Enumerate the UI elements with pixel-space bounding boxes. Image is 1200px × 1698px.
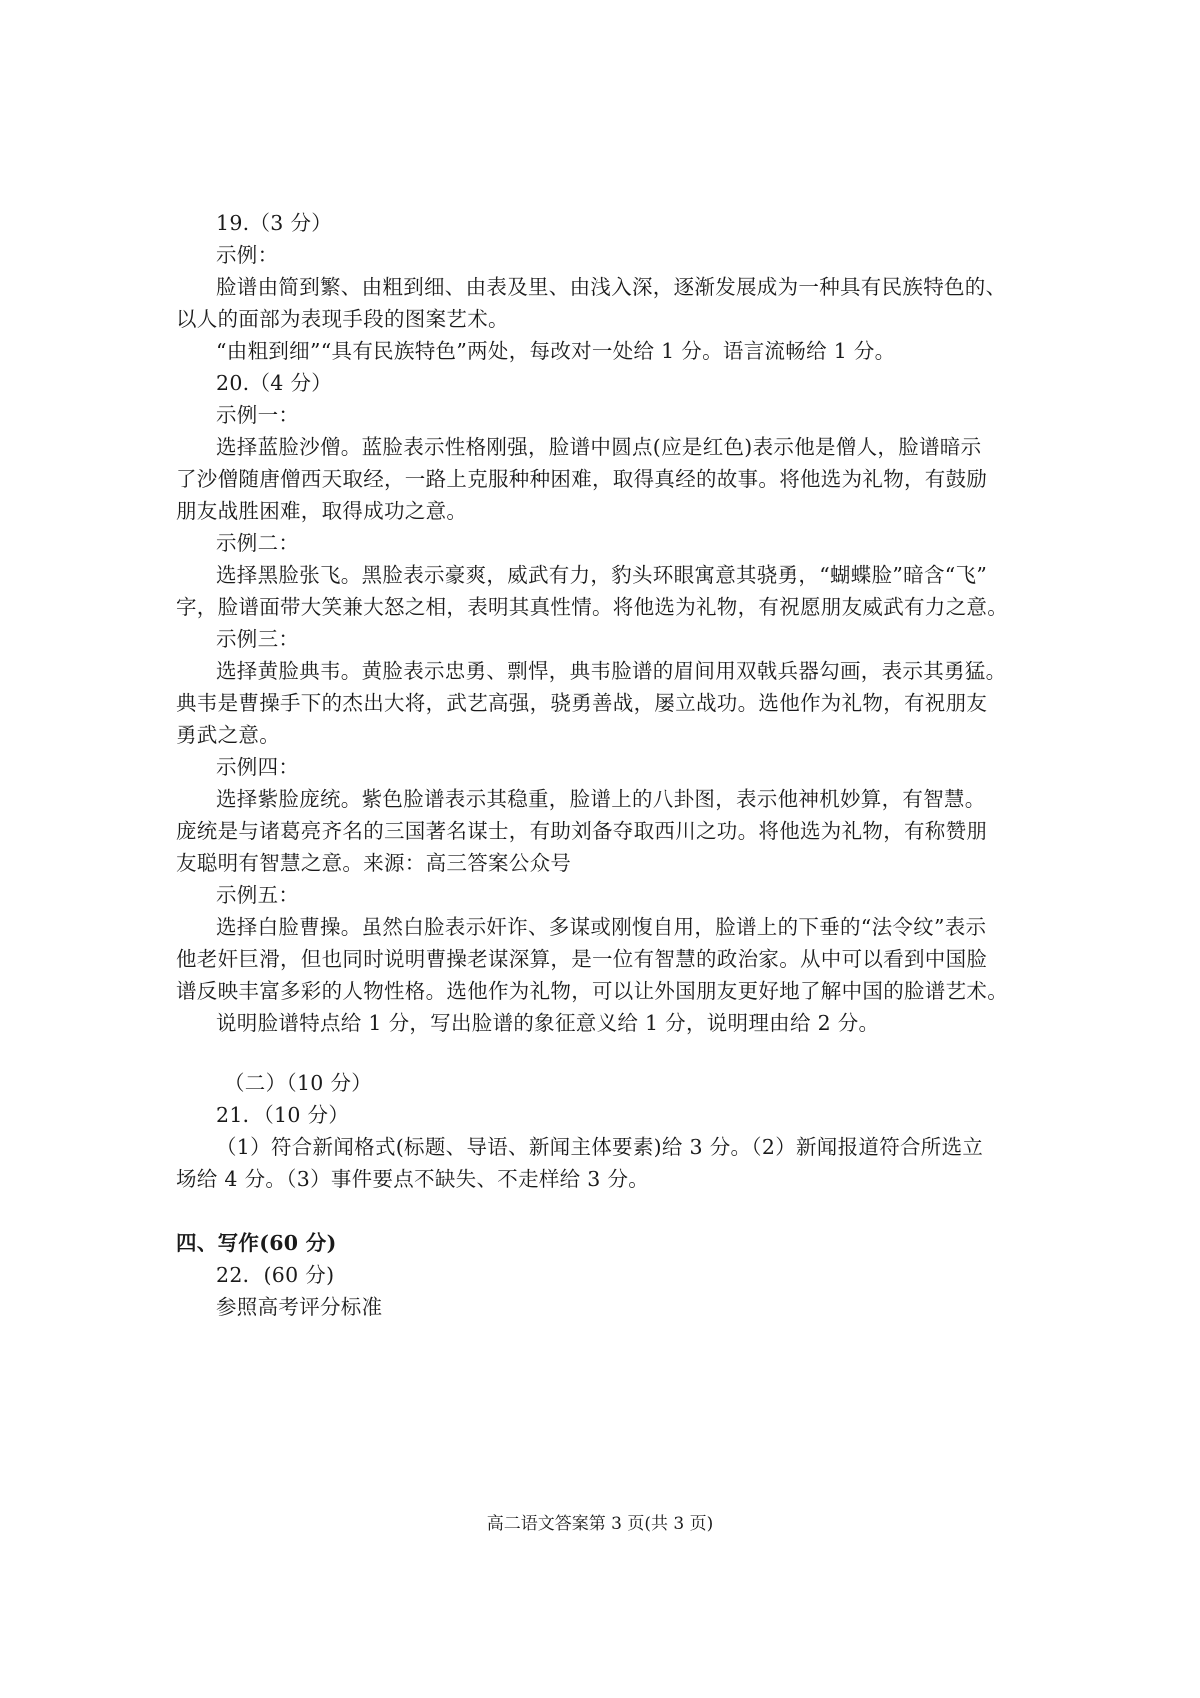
q22-header: 22．(60 分) [216, 1263, 335, 1287]
q20-scoring: 说明脸谱特点给 1 分，写出脸谱的象征意义给 1 分，说明理由给 2 分。 [216, 1011, 880, 1035]
q20-example-5-label: 示例五： [216, 883, 300, 907]
q20-example-4-line-2: 庞统是与诸葛亮齐名的三国著名谋士，有助刘备夺取西川之功。将他选为礼物，有称赞朋 [176, 819, 988, 843]
q20-example-3-line-1: 选择黄脸典韦。黄脸表示忠勇、剽悍，典韦脸谱的眉间用双戟兵器勾画，表示其勇猛。 [216, 659, 1007, 683]
q19-header: 19.（3 分） [216, 211, 333, 235]
section-4-header: 四、写作(60 分) [176, 1231, 337, 1255]
q20-example-2-line-2: 字，脸谱面带大笑兼大怒之相，表明其真性情。将他选为礼物，有祝愿朋友威武有力之意。 [176, 595, 1008, 619]
q21-body-line-1: （1）符合新闻格式(标题、导语、新闻主体要素)给 3 分。（2）新闻报道符合所选立 [216, 1135, 984, 1159]
q20-example-1-line-1: 选择蓝脸沙僧。蓝脸表示性格刚强，脸谱中圆点(应是红色)表示他是僧人，脸谱暗示 [216, 435, 982, 459]
q20-example-4-label: 示例四： [216, 755, 300, 779]
q20-example-2-label: 示例二： [216, 531, 300, 555]
q20-example-3-label: 示例三： [216, 627, 300, 651]
q20-example-5-line-3: 谱反映丰富多彩的人物性格。选他作为礼物，可以让外国朋友更好地了解中国的脸谱艺术。 [176, 979, 1008, 1003]
q19-body-line-1: 脸谱由简到繁、由粗到细、由表及里、由浅入深，逐渐发展成为一种具有民族特色的、 [216, 275, 1007, 299]
q20-header: 20.（4 分） [216, 371, 333, 395]
q21-header: 21．（10 分） [216, 1103, 350, 1127]
q20-example-3-line-3: 勇武之意。 [176, 723, 280, 747]
q22-body: 参照高考评分标准 [216, 1295, 383, 1319]
q20-example-5-line-2: 他老奸巨滑，但也同时说明曹操老谋深算，是一位有智慧的政治家。从中可以看到中国脸 [176, 947, 988, 971]
q21-body-line-2: 场给 4 分。（3）事件要点不缺失、不走样给 3 分。 [176, 1167, 650, 1191]
q19-scoring: “由粗到细”“具有民族特色”两处，每改对一处给 1 分。语言流畅给 1 分。 [216, 339, 896, 363]
section-2-header: （二）（10 分） [224, 1071, 373, 1095]
q19-body-line-2: 以人的面部为表现手段的图案艺术。 [176, 307, 509, 331]
q20-example-4-line-3: 友聪明有智慧之意。来源：高三答案公众号 [176, 851, 572, 875]
q20-example-5-line-1: 选择白脸曹操。虽然白脸表示奸诈、多谋或刚愎自用，脸谱上的下垂的“法令纹”表示 [216, 915, 987, 939]
q20-example-1-line-2: 了沙僧随唐僧西天取经，一路上克服种种困难，取得真经的故事。将他选为礼物，有鼓励 [176, 467, 988, 491]
q19-example-label: 示例： [216, 243, 279, 267]
q20-example-1-line-3: 朋友战胜困难，取得成功之意。 [176, 499, 468, 523]
q20-example-3-line-2: 典韦是曹操手下的杰出大将，武艺高强，骁勇善战，屡立战功。选他作为礼物，有祝朋友 [176, 691, 988, 715]
q20-example-4-line-1: 选择紫脸庞统。紫色脸谱表示其稳重，脸谱上的八卦图，表示他神机妙算，有智慧。 [216, 787, 986, 811]
q20-example-1-label: 示例一： [216, 403, 300, 427]
page-footer: 高二语文答案第 3 页(共 3 页) [486, 1514, 714, 1534]
q20-example-2-line-1: 选择黑脸张飞。黑脸表示豪爽，威武有力，豹头环眼寓意其骁勇，“蝴蝶脸”暗含“飞” [216, 563, 988, 587]
